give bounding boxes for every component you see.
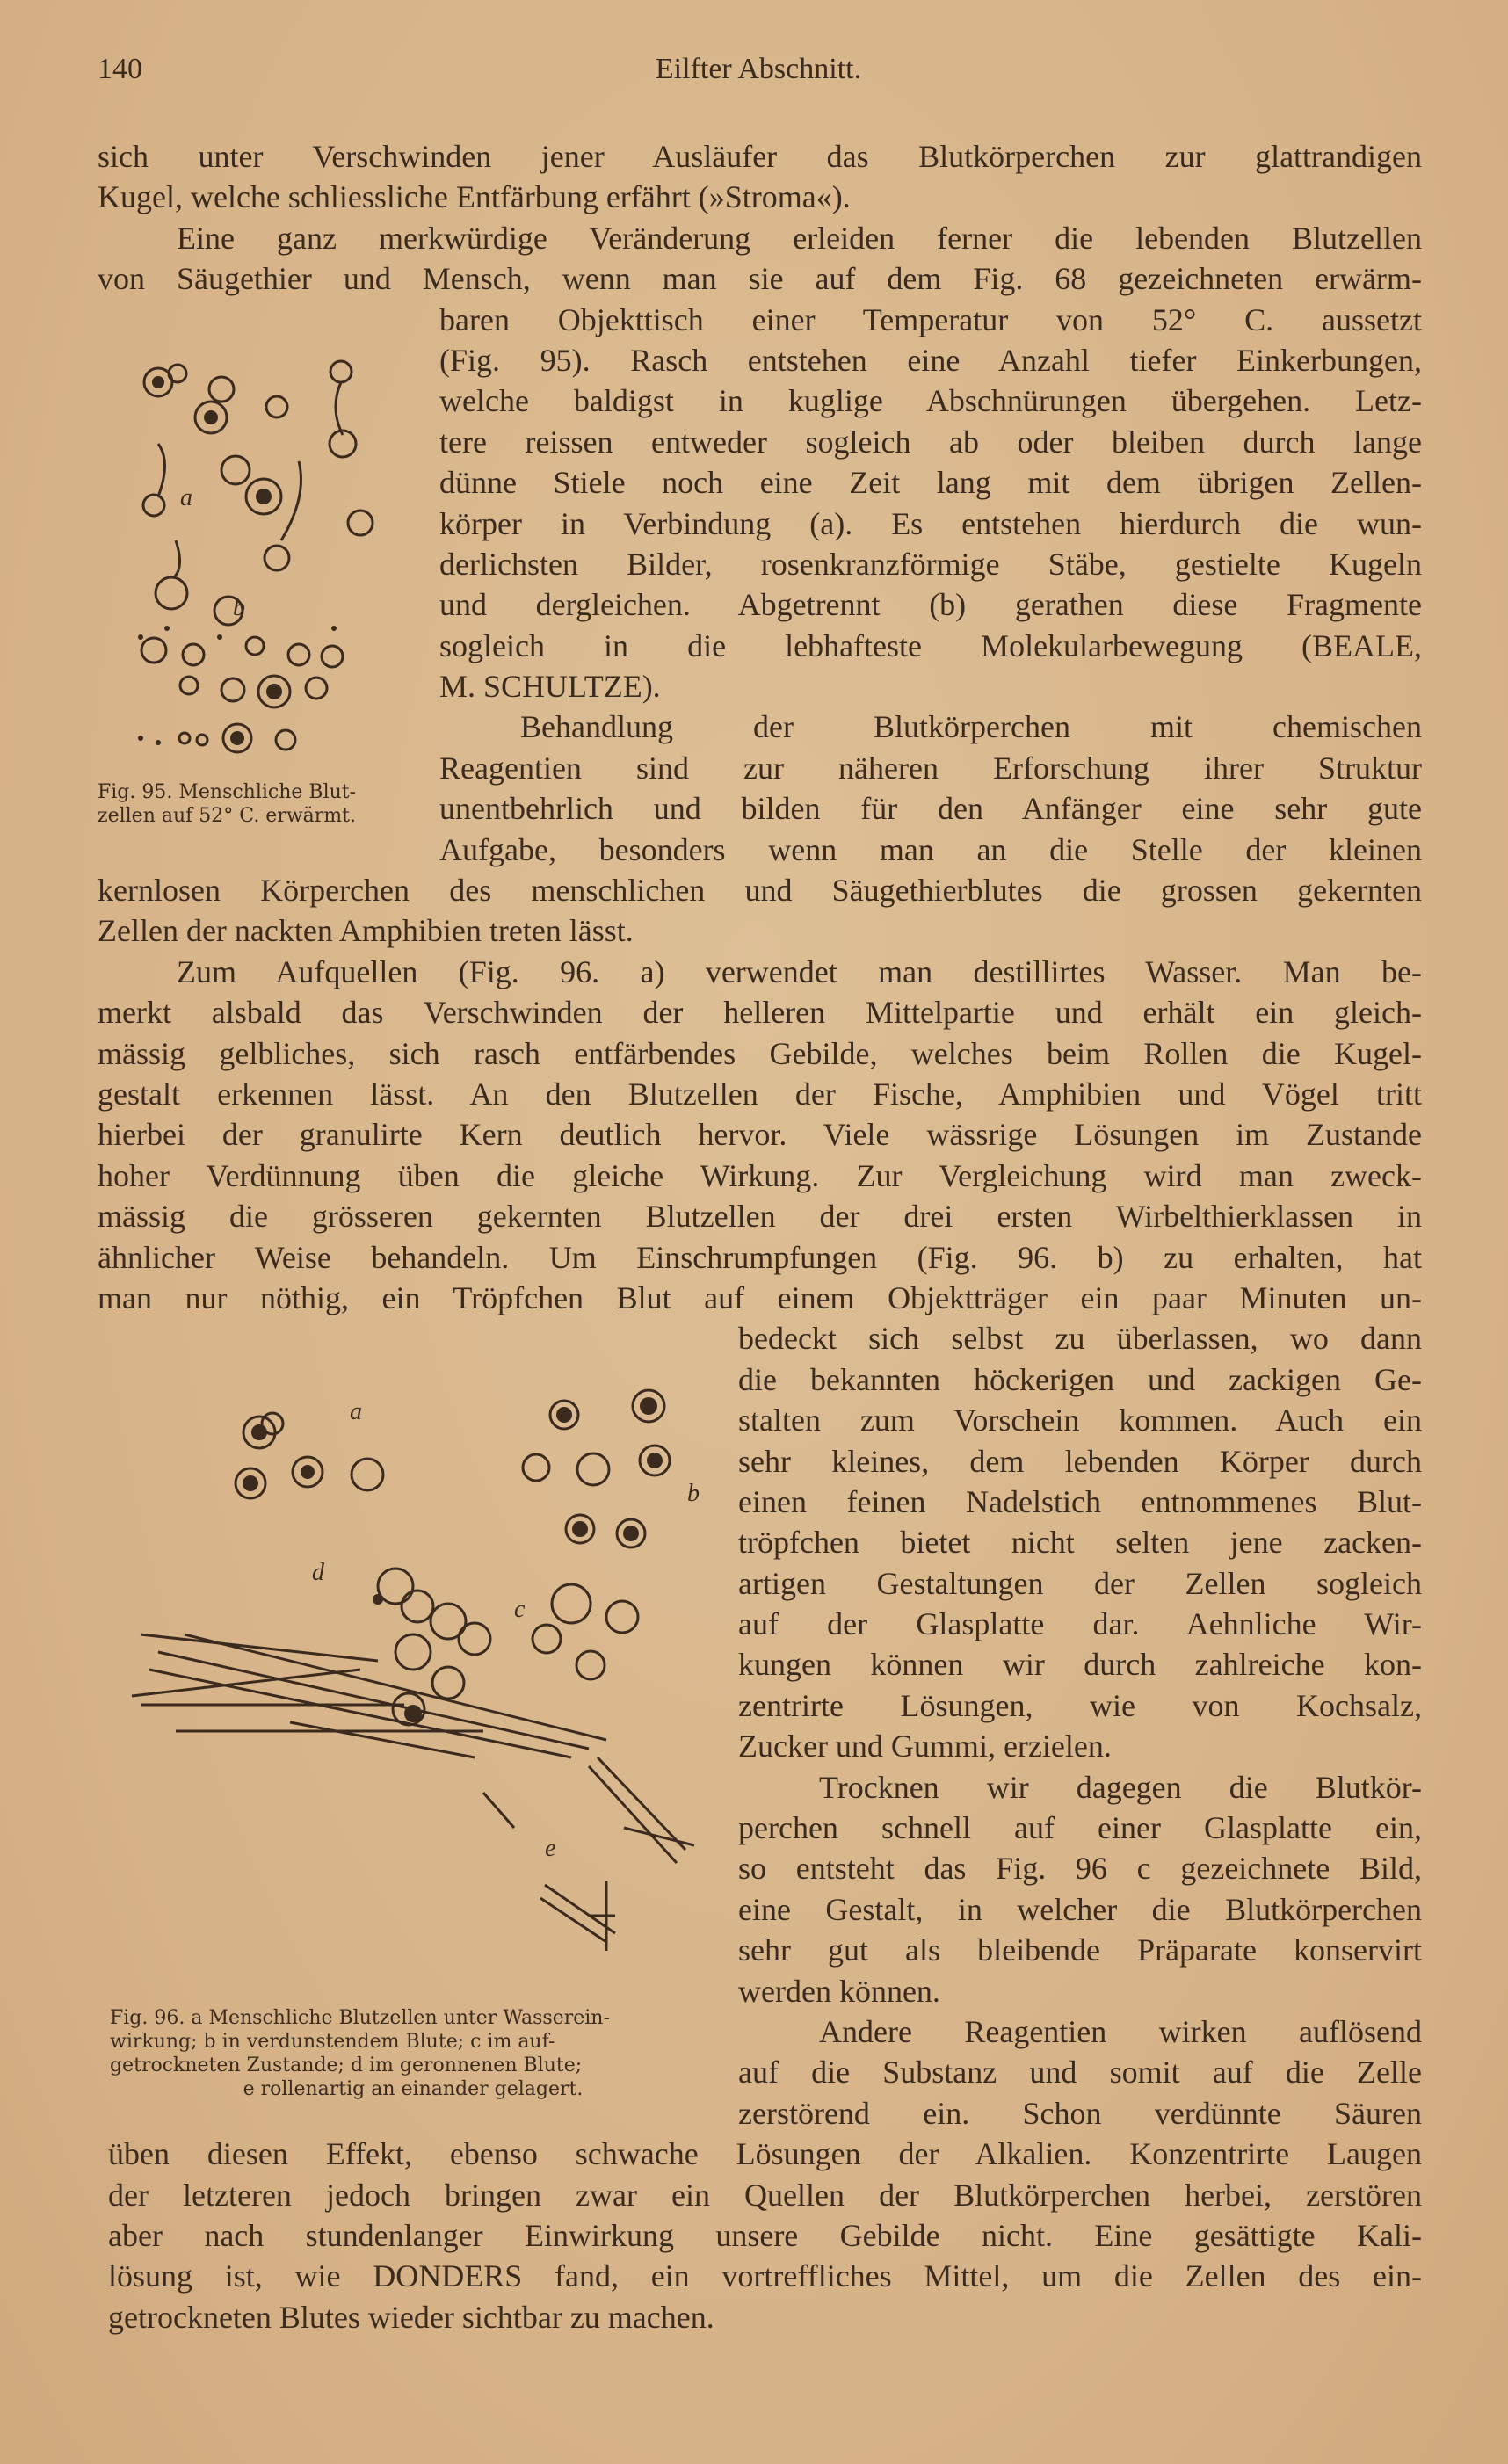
caption-line: getrockneten Zustande; d im geronnenen Blute; (110, 2055, 583, 2076)
text-line: welche baldigst in kuglige Abschnürungen übergehen. Letz- (439, 383, 1422, 419)
text-line: Reagentien sind zur näheren Erforschung ihrer Struktur (439, 750, 1422, 786)
text-line: Andere Reagentien wirken auflösend (819, 2013, 1422, 2049)
caption-line: zellen auf 52° C. erwärmt. (98, 805, 357, 827)
text-line: aber nach stundenlanger Einwirkung unsere Gebilde nicht. Eine gesättigte Kali- (108, 2217, 1422, 2253)
text-line: sogleich in die lebhafteste Molekularbewegung (BEALE, (439, 627, 1422, 663)
fig96-label-d: d (312, 1559, 324, 1586)
text-line: lösung ist, wie DONDERS fand, ein vortreffliches Mittel, um die Zellen des ein- (108, 2258, 1422, 2294)
text-line: zentrirte Lösungen, wie von Kochsalz, (738, 1687, 1422, 1723)
caption-line: Fig. 96. a Menschliche Blutzellen unter Wasserein- (110, 2007, 610, 2029)
text-line: hoher Verdünnung üben die gleiche Wirkung. Zur Vergleichung wird man zweck- (98, 1157, 1422, 1193)
figure-95-caption (98, 780, 414, 828)
text-line: sehr gut als bleibende Präparate konservirt (738, 1932, 1422, 1968)
caption-line: e rollenartig an einander gelagert. (243, 2078, 584, 2100)
text-line: Aufgabe, besonders wenn man an die Stelle der kleinen (439, 831, 1422, 867)
fig96-label-c: c (514, 1596, 526, 1623)
text-line: Behandlung der Blutkörperchen mit chemischen (520, 709, 1422, 745)
text-line: derlichsten Bilder, rosenkranzförmige Stäbe, gestielte Kugeln (439, 546, 1422, 582)
text-line: hierbei der granulirte Kern deutlich hervor. Viele wässrige Lösungen im Zustande (98, 1117, 1422, 1153)
fig96-label-b: b (687, 1480, 700, 1507)
text-line: so entsteht das Fig. 96 c gezeichnete Bild, (738, 1851, 1422, 1887)
text-line: werden können. (738, 1973, 940, 2009)
text-line: Kugel, welche schliessliche Entfärbung erfährt (»Stroma«). (98, 179, 851, 215)
fig96-label-a: a (350, 1398, 362, 1425)
text-line: üben diesen Effekt, ebenso schwache Lösungen der Alkalien. Konzentrirte Laugen (108, 2136, 1422, 2172)
text-line: man nur nöthig, ein Tröpfchen Blut auf einem Objektträger ein paar Minuten un- (98, 1279, 1422, 1315)
text-line: merkt alsbald das Verschwinden der helleren Mittelpartie und erhält ein gleich- (98, 995, 1422, 1031)
text-line: sich unter Verschwinden jener Ausläufer das Blutkörperchen zur glattrandigen (98, 139, 1422, 174)
figure-95-illustration (123, 347, 387, 760)
text-line: Zum Aufquellen (Fig. 96. a) verwendet man destillirtes Wasser. Man be- (177, 953, 1422, 989)
text-line: Trocknen wir dagegen die Blutkör- (819, 1769, 1422, 1805)
text-line: mässig die grösseren gekernten Blutzellen der drei ersten Wirbelthierklassen in (98, 1199, 1422, 1235)
text-line: körper in Verbindung (a). Es entstehen hierdurch die wun- (439, 505, 1422, 541)
text-line: kernlosen Körperchen des menschlichen und Säugethierblutes die grossen gekernten (98, 873, 1422, 909)
caption-line: Fig. 95. Menschliche Blut- (98, 781, 357, 803)
text-line: die bekannten höckerigen und zackigen Ge- (738, 1361, 1422, 1397)
text-line: M. SCHULTZE). (439, 669, 661, 705)
text-line: (Fig. 95). Rasch entstehen eine Anzahl tiefer Einkerbungen, (439, 342, 1422, 378)
text-line: baren Objekttisch einer Temperatur von 52° C. aussetzt (439, 301, 1422, 337)
text-line: tröpfchen bietet nicht selten jene zacken- (738, 1525, 1422, 1561)
text-line: artigen Gestaltungen der Zellen sogleich (738, 1565, 1422, 1601)
text-line: bedeckt sich selbst zu überlassen, wo dann (738, 1321, 1422, 1357)
text-line: auf der Glasplatte dar. Aehnliche Wir- (738, 1606, 1422, 1642)
text-line: einen feinen Nadelstich entnommenes Blut- (738, 1483, 1422, 1519)
caption-line: wirkung; b in verdunstendem Blute; c im auf- (110, 2031, 555, 2053)
text-line: kungen können wir durch zahlreiche kon- (738, 1647, 1422, 1683)
figure-96-illustration (114, 1371, 721, 1986)
text-line: tere reissen entweder sogleich ab oder bleiben durch lange (439, 424, 1422, 460)
text-line: stalten zum Vorschein kommen. Auch ein (738, 1402, 1422, 1439)
text-line: Zucker und Gummi, erzielen. (738, 1728, 1112, 1765)
text-line: getrockneten Blutes wieder sichtbar zu machen. (108, 2299, 714, 2335)
fig95-label-b: b (233, 594, 245, 621)
text-line: und dergleichen. Abgetrennt (b) gerathen diese Fragmente (439, 587, 1422, 623)
text-line: unentbehrlich und bilden für den Anfänger eine sehr gute (439, 791, 1422, 827)
text-line: der letzteren jedoch bringen zwar ein Quellen der Blutkörperchen herbei, zerstören (108, 2177, 1422, 2213)
text-line: ähnlicher Weise behandeln. Um Einschrumpfungen (Fig. 96. b) zu erhalten, hat (98, 1239, 1422, 1275)
text-line: dünne Stiele noch eine Zeit lang mit dem übrigen Zellen- (439, 465, 1422, 501)
running-title: Eilfter Abschnitt. (655, 53, 862, 85)
text-line: gestalt erkennen lässt. An den Blutzellen der Fische, Amphibien und Vögel tritt (98, 1076, 1422, 1112)
fig96-label-e: e (545, 1835, 556, 1862)
text-line: perchen schnell auf einer Glasplatte ein, (738, 1810, 1422, 1846)
text-line: Zellen der nackten Amphibien treten lässt. (98, 913, 634, 949)
fig95-label-a: a (180, 484, 192, 511)
text-line: auf die Substanz und somit auf die Zelle (738, 2055, 1422, 2091)
text-line: sehr kleines, dem lebenden Körper durch (738, 1443, 1422, 1479)
text-line: von Säugethier und Mensch, wenn man sie auf dem Fig. 68 gezeichneten erwärm- (98, 261, 1422, 297)
text-line: zerstörend ein. Schon verdünnte Säuren (738, 2095, 1422, 2131)
page-number: 140 (98, 53, 142, 85)
text-line: Eine ganz merkwürdige Veränderung erleiden ferner die lebenden Blutzellen (177, 220, 1422, 256)
text-line: mässig gelbliches, sich rasch entfärbendes Gebilde, welches beim Rollen die Kugel- (98, 1035, 1422, 1071)
figure-96-caption (110, 2006, 716, 2101)
text-line: eine Gestalt, in welcher die Blutkörperchen (738, 1891, 1422, 1927)
